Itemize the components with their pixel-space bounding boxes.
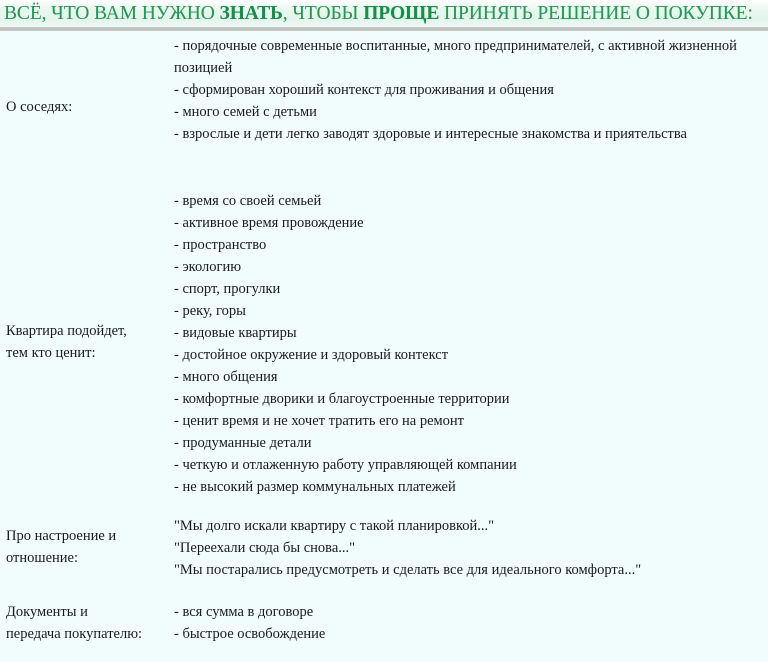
list-item: - сформирован хороший контекст для проживания и общения: [174, 82, 554, 98]
row-label-line: Квартира подойдет,: [6, 323, 127, 339]
info-table: [0, 31, 768, 653]
row-label-suits-for: [0, 183, 168, 501]
list-item: - четкую и отлаженную работу управляющей компании: [174, 457, 517, 473]
list-item: - видовые квартиры: [174, 325, 297, 341]
row-label-line: Про настроение и: [6, 528, 117, 544]
row-content-documents: [168, 593, 768, 645]
row-label-mood: [0, 501, 168, 593]
row-content-suits-for: [168, 183, 768, 498]
row-content-mood: [168, 501, 768, 581]
list-item: - достойное окружение и здоровый контекст: [174, 347, 449, 363]
list-item: - экологию: [174, 259, 242, 275]
table-row: [0, 31, 768, 183]
row-label-neighbors: [0, 31, 168, 183]
list-item: - комфортные дворики и благоустроенные территории: [174, 391, 510, 407]
table-row: [0, 501, 768, 593]
page-title-emphasis: ЗНАТЬ: [219, 3, 283, 24]
page-header-band: [0, 0, 768, 27]
list-item: - вся сумма в договоре: [174, 604, 314, 620]
list-item: - ценит время и не хочет тратить его на ремонт: [174, 413, 465, 429]
row-label-line: О соседях:: [6, 99, 73, 115]
row-content-neighbors: [168, 31, 768, 145]
page-title: [4, 1, 753, 26]
row-label-documents: [0, 593, 168, 653]
quote-item: "Мы долго искали квартиру с такой планировкой...": [174, 518, 495, 534]
page-title-segment: ВСЁ, ЧТО ВАМ НУЖНО: [4, 3, 220, 24]
list-item: - быстрое освобождение: [174, 626, 326, 642]
table-row: [0, 593, 768, 653]
quote-item: "Переехали сюда бы снова...": [174, 540, 356, 556]
row-label-line: Документы и: [6, 604, 88, 620]
list-item: - активное время провождение: [174, 215, 364, 231]
list-item: - много общения: [174, 369, 278, 385]
page-title-emphasis: ПРОЩЕ: [363, 3, 440, 24]
list-item: - спорт, прогулки: [174, 281, 281, 297]
list-item: - взрослые и дети легко заводят здоровые и интересные знакомства и приятельства: [174, 126, 687, 142]
list-item: - время со своей семьей: [174, 193, 322, 209]
page-title-segment: ПРИНЯТЬ РЕШЕНИЕ О ПОКУПКЕ:: [439, 3, 753, 24]
list-item: - много семей с детьми: [174, 104, 317, 120]
table-row: [0, 183, 768, 501]
quote-item: "Мы постарались предусмотреть и сделать все для идеального комфорта...": [174, 562, 642, 578]
list-item: - реку, горы: [174, 303, 246, 319]
page-title-segment: , ЧТОБЫ: [282, 3, 364, 24]
list-item: - пространство: [174, 237, 267, 253]
list-item: - не высокий размер коммунальных платежей: [174, 479, 456, 495]
row-label-line: тем кто ценит:: [6, 345, 96, 361]
list-item: - порядочные современные воспитанные, много предпринимателей, с активной жизненной позицией: [174, 38, 737, 76]
row-label-line: передача покупателю:: [6, 626, 143, 642]
row-label-line: отношение:: [6, 550, 78, 566]
list-item: - продуманные детали: [174, 435, 312, 451]
